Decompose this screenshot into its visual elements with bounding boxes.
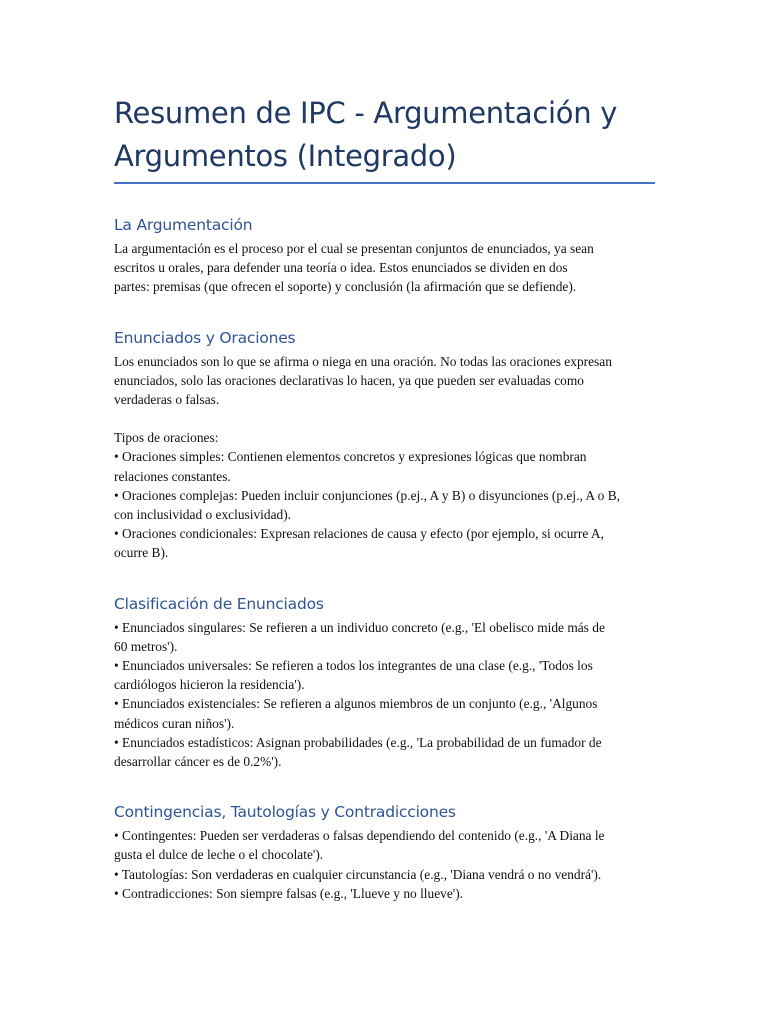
list-item: • Oraciones simples: Contienen elementos concretos y expresiones lógicas que nombran: [114, 449, 587, 465]
list-item: • Enunciados existenciales: Se refieren a algunos miembros de un conjunto (e.g., 'Algunos: [114, 696, 598, 712]
list-item: • Tautologías: Son verdaderas en cualquier circunstancia (e.g., 'Diana vendrá o no vendrá').: [114, 866, 602, 882]
clasificacion-list: [114, 618, 656, 772]
paragraph-line: enunciados, solo las oraciones declarativas lo hacen, ya que pueden ser evaluadas como: [114, 372, 584, 388]
list-item: • Enunciados universales: Se refieren a todos los integrantes de una clase (e.g., 'Todos los: [114, 658, 593, 674]
paragraph-line: verdaderas o falsas.: [114, 392, 220, 408]
title-line-2: Argumentos (Integrado): [114, 139, 457, 173]
list-item-continuation: 60 metros').: [114, 638, 178, 654]
list-item: • Oraciones condicionales: Expresan relaciones de causa y efecto (por ejemplo, si ocurre A,: [114, 526, 604, 542]
list-item: • Enunciados estadísticos: Asignan probabilidades (e.g., 'La probabilidad de un fumador de: [114, 734, 602, 750]
section-paragraph-enunciados-oraciones: [114, 352, 656, 410]
list-item-continuation: cardiólogos hicieron la residencia').: [114, 677, 305, 693]
contingencias-list: [114, 826, 656, 903]
list-item-continuation: médicos curan niños').: [114, 715, 235, 731]
list-item-continuation: gusta el dulce de leche o el chocolate').: [114, 847, 324, 863]
section-heading-contingencias: Contingencias, Tautologías y Contradicciones: [114, 803, 456, 822]
tipos-de-oraciones-list: [114, 428, 656, 562]
paragraph-line: partes: premisas (que ofrecen el soporte) y conclusión (la afirmación que se defiende).: [114, 279, 577, 295]
document-page: [114, 92, 656, 903]
paragraph-line: Los enunciados son lo que se afirma o niega en una oración. No todas las oraciones expresan: [114, 353, 612, 369]
paragraph-line: escritos u orales, para defender una teoría o idea. Estos enunciados se dividen en dos: [114, 260, 568, 276]
paragraph-line: La argumentación es el proceso por el cual se presentan conjuntos de enunciados, ya sean: [114, 241, 594, 256]
list-item-continuation: ocurre B).: [114, 545, 169, 561]
list-item-continuation: relaciones constantes.: [114, 468, 231, 484]
list-item-continuation: desarrollar cáncer es de 0.2%').: [114, 754, 282, 770]
list-item-continuation: con inclusividad o exclusividad).: [114, 507, 292, 523]
title-line-1: Resumen de IPC - Argumentación y: [114, 96, 618, 130]
list-item: • Oraciones complejas: Pueden incluir conjunciones (p.ej., A y B) o disyunciones (p.ej., A o B,: [114, 487, 621, 503]
list-item: • Contingentes: Pueden ser verdaderas o falsas dependiendo del contenido (e.g., 'A Diana le: [114, 828, 605, 844]
section-heading-argumentacion: La Argumentación: [114, 216, 253, 234]
list-item: • Contradicciones: Son siempre falsas (e.g., 'Llueve y no llueve').: [114, 885, 464, 901]
document-title: [114, 92, 656, 178]
section-heading-enunciados-oraciones: Enunciados y Oraciones: [114, 328, 296, 347]
list-heading: Tipos de oraciones:: [114, 430, 219, 446]
section-heading-clasificacion: Clasificación de Enunciados: [114, 594, 324, 613]
section-paragraph-argumentacion: [114, 239, 656, 297]
list-item: • Enunciados singulares: Se refieren a un individuo concreto (e.g., 'El obelisco mide más de: [114, 619, 605, 635]
title-underline: [114, 182, 655, 184]
